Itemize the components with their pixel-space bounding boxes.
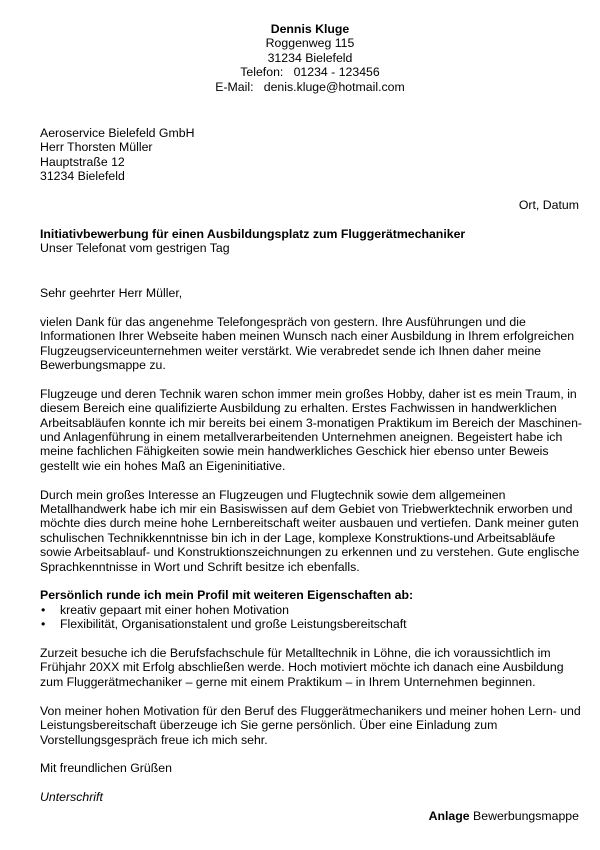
attachment-label: Anlage [428, 809, 470, 823]
paragraph-5: Von meiner hohen Motivation für den Beruf des Fluggerätmechanikers und meiner hohen Lern- und Leistungsbereitschaft überzeuge ich Sie gerne persönlich. Über eine Einladung zum Vorstellungsgespräch freue ich mich sehr. [40, 703, 581, 747]
list-item: • kreativ gepaart mit einer hohen Motivation [40, 603, 588, 617]
paragraph-4: Zurzeit besuche ich die Berufsfachschule für Metalltechnik in Löhne, die ich voraussichtlich im Frühjahr 20XX mit Erfolg abschließen werde. Hoch motiviert möchte ich danach eine Ausbildung zum Fluggerätmechaniker – gerne mit einem Praktikum – in Ihrem Unternehmen beginnen. [40, 646, 564, 689]
sender-street: Roggenweg 115 [265, 36, 355, 51]
salutation: Sehr geehrter Herr Müller, [40, 286, 183, 300]
subject-block [40, 227, 465, 256]
paragraph-2: Flugzeuge und deren Technik waren schon immer mein großes Hobby, daher ist es mein Traum, in diesem Bereich eine qualifizierte Ausbildung zu erhalten. Erstes Fachwissen in handwerklichen Arbeitsabläufen konnte ich mir bereits bei einem 3-monatigen Praktikum im Bereich der Maschinen- und Anlagenführung in einem metallverarbeitenden Unternehmen aneignen. Begeistert habe ich meine fachlichen Fähigkeiten sowie mein handwerkliches Geschick hier ebenso unter Beweis gestellt wie ein hohes Maß an Eigeninitiative. [40, 386, 582, 473]
sender-city: 31234 Bielefeld [267, 50, 353, 65]
paragraph-1: vielen Dank für das angenehme Telefongespräch von gestern. Ihre Ausführungen und die Informationen Ihrer Webseite haben meinen Wunsch nach einer Ausbildung in Ihrem erfolgreichen Flugzeugserviceunternehmen weiter verstärkt. Wie verabredet sende ich Ihnen daher meine Bewerbungsmappe zu. [40, 314, 575, 373]
closing: Mit freundlichen Grüßen [40, 761, 172, 776]
attachment-note [429, 809, 579, 823]
sender-phone: Telefon: 01234 - 123456 [240, 65, 380, 80]
sender-email: E-Mail: denis.kluge@hotmail.com [215, 79, 405, 94]
recipient-street: Hauptstraße 12 [40, 154, 125, 169]
profile-heading: Persönlich runde ich mein Profil mit weiteren Eigenschaften ab: [40, 588, 414, 603]
place-date: Ort, Datum [518, 198, 579, 212]
recipient-person: Herr Thorsten Müller [40, 140, 153, 155]
qualities-list [40, 603, 588, 632]
subject-reference: Unser Telefonat vom gestrigen Tag [40, 241, 230, 256]
list-item: • Flexibilität, Organisationstalent und große Leistungsbereitschaft [40, 617, 588, 631]
recipient-company: Aeroservice Bielefeld GmbH [40, 126, 195, 140]
signature: Unterschrift [40, 790, 103, 805]
recipient-address [40, 126, 194, 184]
sender-block [0, 22, 600, 94]
subject-title: Initiativbewerbung für einen Ausbildungsplatz zum Fluggerätmechaniker [40, 227, 466, 241]
sender-name: Dennis Kluge [270, 22, 350, 36]
letter-body [40, 286, 588, 819]
paragraph-3: Durch mein großes Interesse an Flugzeugen und Flugtechnik sowie dem allgemeinen Metallhandwerk habe ich mir ein Basiswissen auf dem Gebiet von Triebwerktechnik erworben und möchte dies durch meine hohe Lernbereitschaft weiter ausbauen und vertiefen. Dank meiner guten schulischen Technikkenntnisse bin ich in der Lage, komplexe Konstruktions-und Arbeitsabläufe sowie Arbeitsablauf- und Konstruktionszeichnungen zu erkennen und zu verstehen. Gute englische Sprachkenntnisse in Wort und Schrift besitze ich ebenfalls. [40, 487, 580, 574]
recipient-city: 31234 Bielefeld [40, 169, 125, 184]
attachment-text: Bewerbungsmappe [473, 809, 579, 823]
